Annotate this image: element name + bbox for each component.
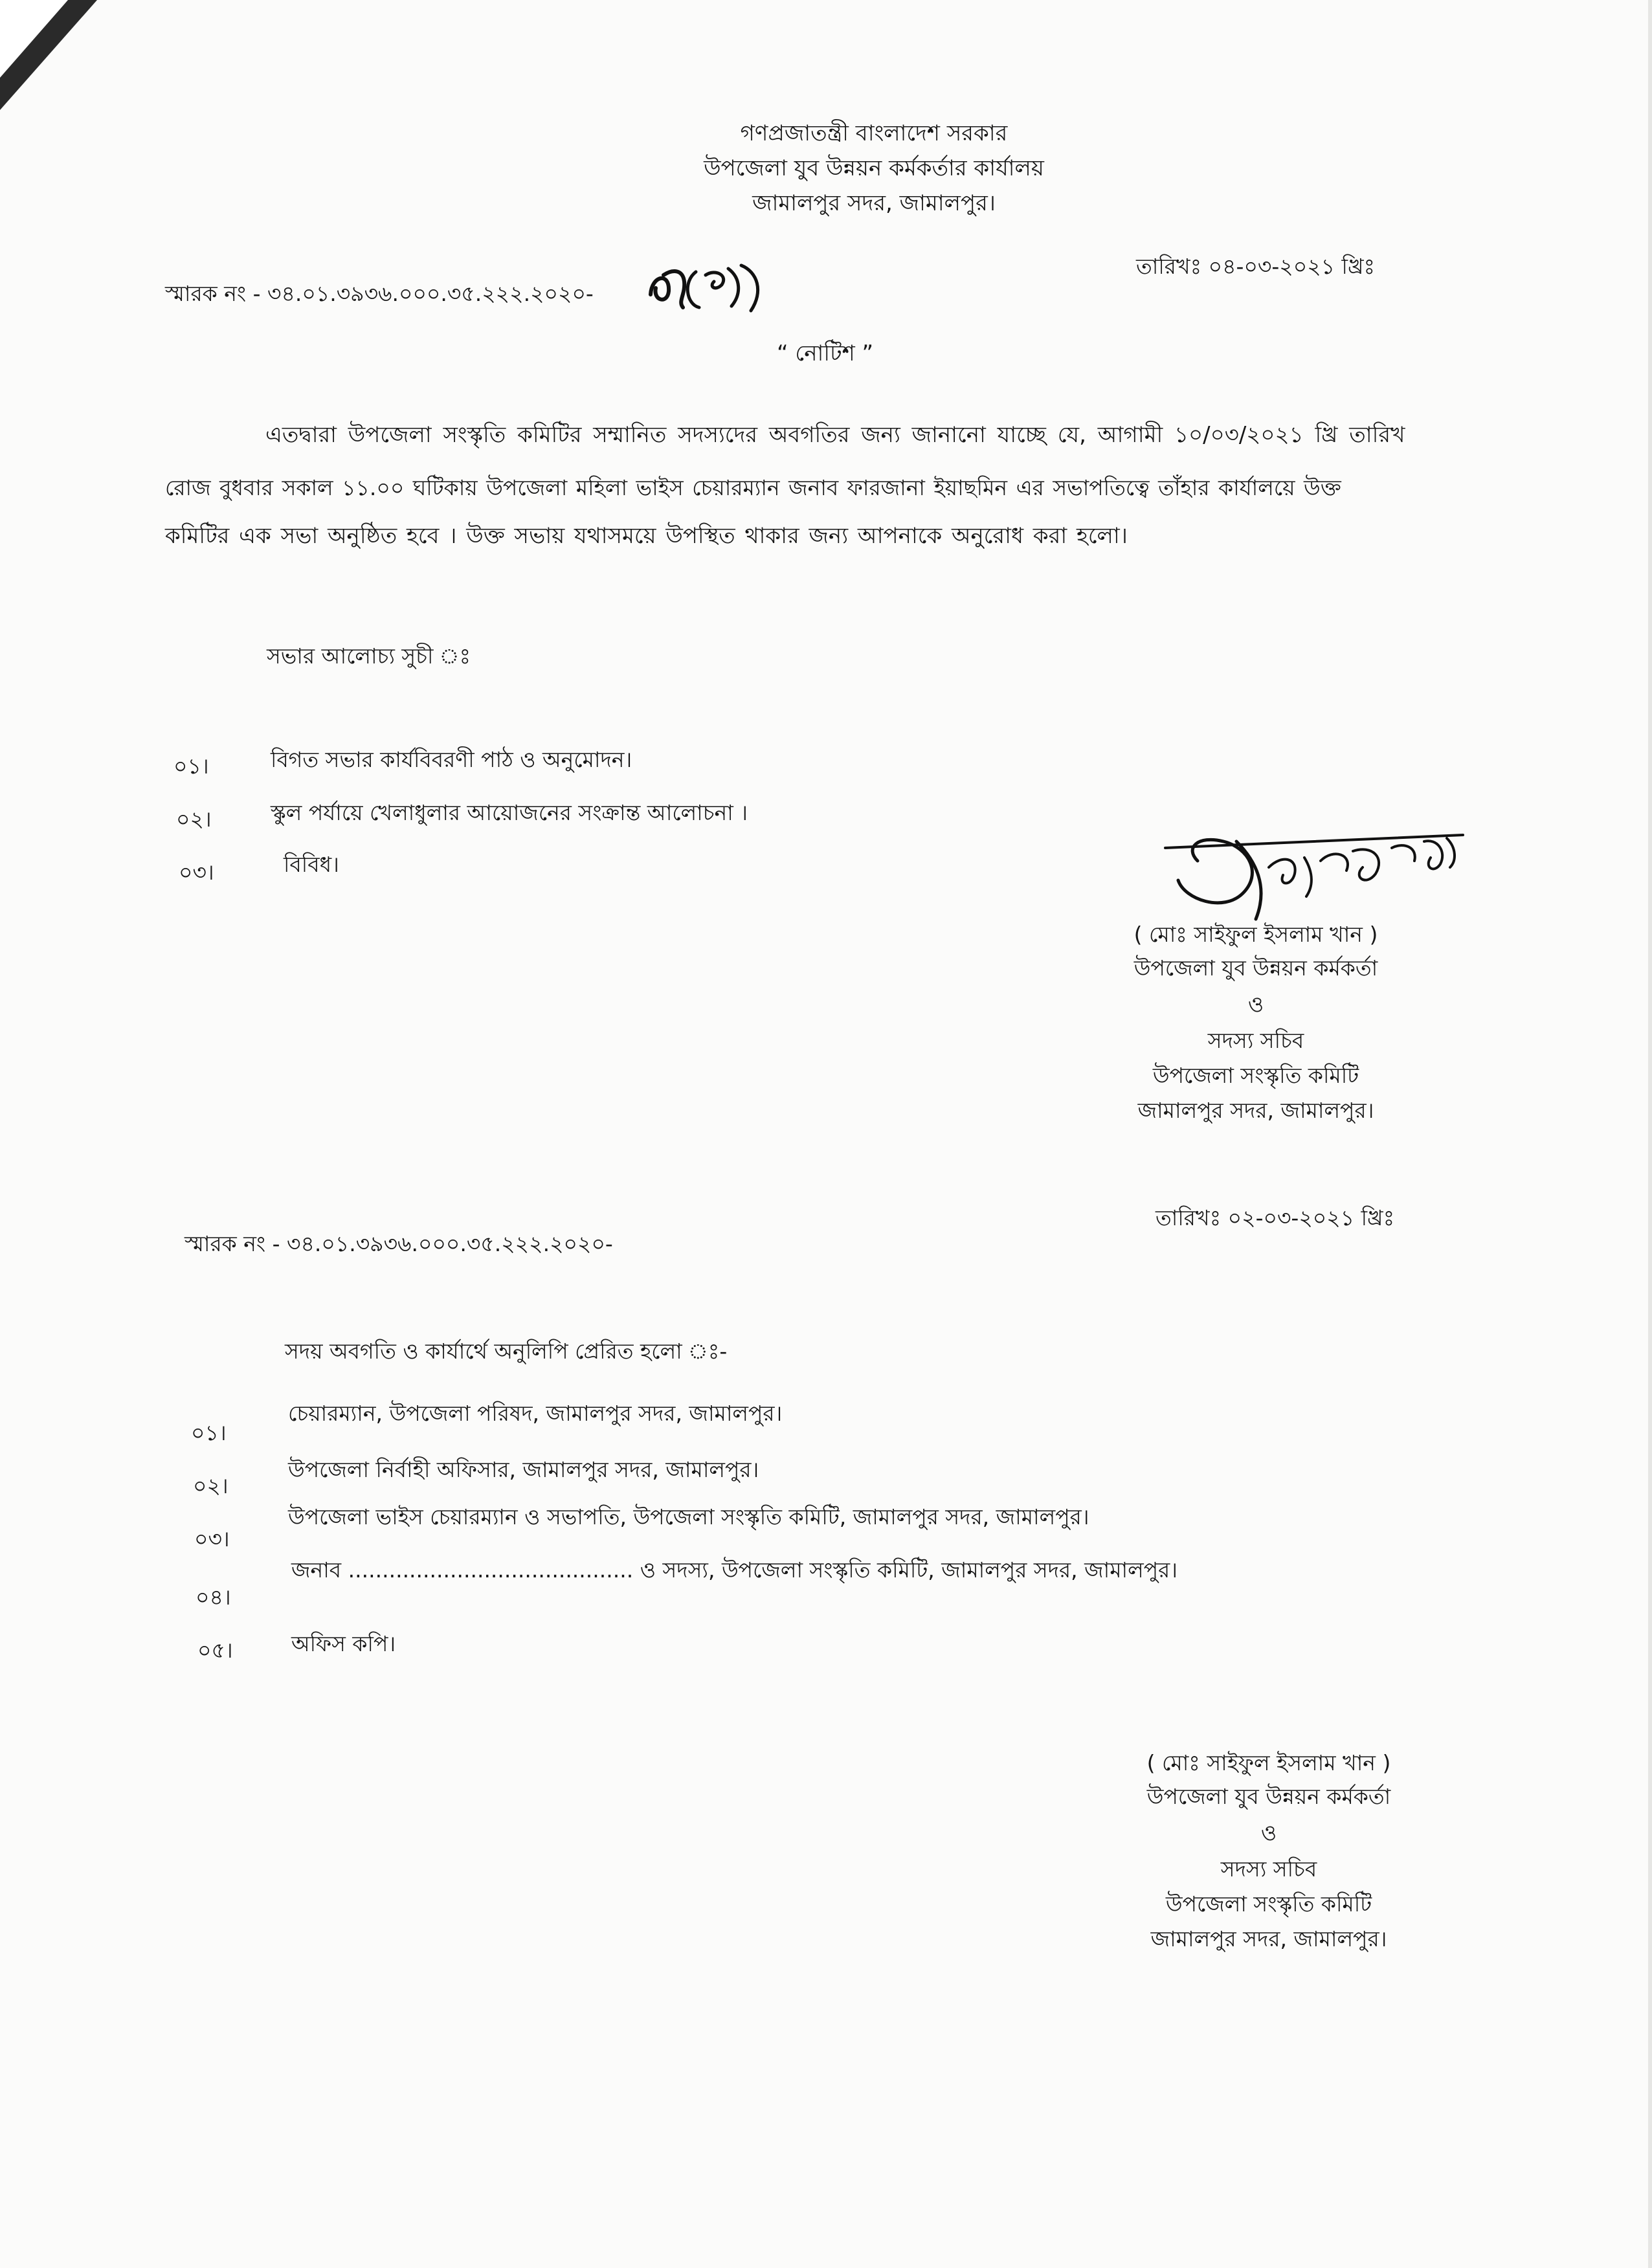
- signatory-name: ( মোঃ সাইফুল ইসলাম খান ): [1146, 1750, 1391, 1775]
- notice-date: তারিখঃ ০৪-০৩-২০২১ খ্রিঃ: [1136, 254, 1376, 279]
- header-location: জামালপুর সদর, জামালপুর।: [752, 190, 996, 216]
- signatory-committee: উপজেলা সংস্কৃতি কমিটি: [1152, 1063, 1359, 1088]
- copy-intro: সদয় অবগতি ও কার্যার্থে অনুলিপি প্রেরিত হলো ঃ-: [285, 1339, 728, 1364]
- signatory-location: জামালপুর সদর, জামালপুর।: [1150, 1926, 1387, 1951]
- signatory-role: সদস্য সচিব: [1207, 1028, 1304, 1053]
- signatory-role: সদস্য সচিব: [1220, 1856, 1317, 1882]
- folded-corner: [0, 0, 68, 78]
- notice-body-line-3: কমিটির এক সভা অনুষ্ঠিত হবে । উক্ত সভায় যথাসময়ে উপস্থিত থাকার জন্য আপনাকে অনুরোধ করা হলো।: [165, 523, 1128, 549]
- notice-title: “ নোটিশ ”: [777, 340, 874, 366]
- copy-memo-number: স্মারক নং - ৩৪.০১.৩৯৩৬.০০০.৩৫.২২২.২০২০-: [184, 1231, 613, 1256]
- header-office: উপজেলা যুব উন্নয়ন কর্মকর্তার কার্যালয়: [704, 155, 1044, 181]
- copy-item-text: অফিস কপি।: [291, 1631, 396, 1656]
- copy-item-number: ০২।: [193, 1473, 229, 1498]
- signatory-location: জামালপুর সদর, জামালপুর।: [1137, 1098, 1374, 1123]
- signatory-designation: উপজেলা যুব উন্নয়ন কর্মকর্তা: [1133, 955, 1378, 981]
- memo-handwritten-number: [644, 256, 787, 317]
- header-government: গণপ্রজাতন্ত্রী বাংলাদেশ সরকার: [740, 120, 1008, 146]
- signatory-designation: উপজেলা যুব উন্নয়ন কর্মকর্তা: [1146, 1784, 1391, 1809]
- memo-number: স্মারক নং - ৩৪.০১.৩৯৩৬.০০০.৩৫.২২২.২০২০-: [165, 281, 594, 306]
- copy-item-number: ০১।: [191, 1420, 227, 1445]
- notice-body-line-1: এতদ্বারা উপজেলা সংস্কৃতি কমিটির সম্মানিত সদস্যদের অবগতির জন্য জানানো যাচ্ছে যে, আগামী ১০/০৩/২০২১ খ্রি তারিখ: [265, 422, 1405, 448]
- signatory-committee: উপজেলা সংস্কৃতি কমিটি: [1165, 1891, 1372, 1917]
- agenda-item-number: ০২।: [176, 806, 212, 832]
- copy-item-number: ০৩।: [194, 1526, 230, 1551]
- agenda-heading: সভার আলোচ্য সুচী ঃ: [267, 643, 471, 669]
- agenda-item-text: বিগত সভার কার্যবিবরণী পাঠ ও অনুমোদন।: [271, 747, 632, 772]
- agenda-item-number: ০১।: [173, 753, 209, 779]
- copy-item-text: চেয়ারম্যান, উপজেলা পরিষদ, জামালপুর সদর, জামালপুর।: [288, 1401, 783, 1426]
- copy-item-text: উপজেলা ভাইস চেয়ারম্যান ও সভাপতি, উপজেলা সংস্কৃতি কমিটি, জামালপুর সদর, জামালপুর।: [288, 1504, 1089, 1529]
- copy-item-text: জনাব .......................................... ও সদস্য, উপজেলা সংস্কৃতি কমিটি, জামালপুর সদর, জামালপুর।: [291, 1557, 1178, 1583]
- copy-item-number: ০৪।: [195, 1584, 231, 1610]
- agenda-item-text: বিবিধ।: [284, 852, 339, 877]
- agenda-item-number: ০৩।: [179, 860, 214, 885]
- agenda-item-text: স্কুল পর্যায়ে খেলাধুলার আয়োজনের সংক্রান্ত আলোচনা ।: [271, 800, 748, 825]
- copy-item-number: ০৫।: [197, 1638, 233, 1663]
- copy-item-text: উপজেলা নির্বাহী অফিসার, জামালপুর সদর, জামালপুর।: [288, 1457, 759, 1482]
- copy-date: তারিখঃ ০২-০৩-২০২১ খ্রিঃ: [1155, 1205, 1395, 1230]
- signatory-and: ও: [1247, 992, 1264, 1017]
- notice-body-line-2: রোজ বুধবার সকাল ১১.০০ ঘটিকায় উপজেলা মহিলা ভাইস চেয়ারম্যান জনাব ফারজানা ইয়াছমিন এর সভাপতিত্বে তাঁহার কার্যালয়ে উক্ত: [165, 475, 1341, 500]
- page-edge-shadow: [1648, 0, 1652, 2268]
- signatory-and: ও: [1260, 1820, 1277, 1845]
- signatory-name: ( মোঃ সাইফুল ইসলাম খান ): [1133, 922, 1378, 947]
- handwritten-signature: [1159, 822, 1469, 932]
